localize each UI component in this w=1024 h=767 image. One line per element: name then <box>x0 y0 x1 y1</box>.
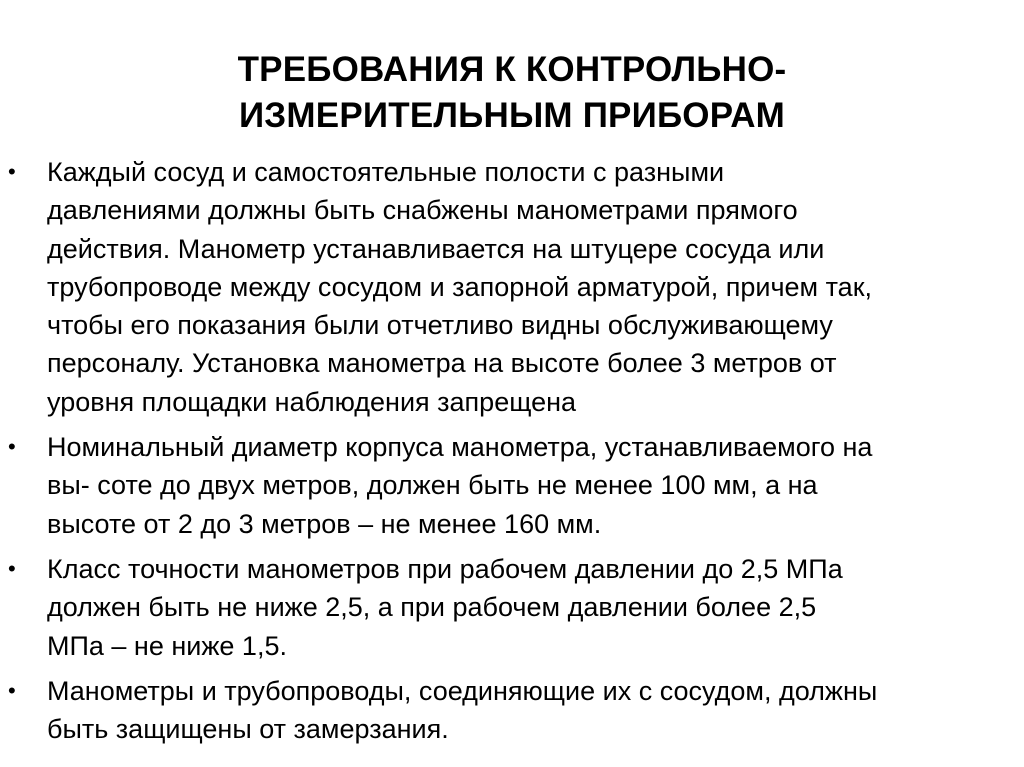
bullet-item-4 <box>0 672 1024 749</box>
text-line: персоналу. Установка манометра на высоте более 3 метров от <box>47 348 837 379</box>
bullet-list <box>0 153 1024 755</box>
text-line: Класс точности манометров при рабочем давлении до 2,5 МПа <box>47 553 843 584</box>
bullet-text <box>47 550 1014 665</box>
bullet-marker: • <box>8 159 16 184</box>
bullet-marker: • <box>8 677 16 703</box>
text-line: должен быть не ниже 2,5, а при рабочем давлении более 2,5 <box>47 592 817 623</box>
bullet-text <box>47 428 1014 543</box>
text-line: высоте от 2 до 3 метров – не менее 160 мм. <box>47 508 602 539</box>
bullet-item-3 <box>0 550 1024 665</box>
text-line: Каждый сосуд и самостоятельные полости с разными <box>47 157 725 187</box>
slide-title <box>0 47 1024 139</box>
text-line: уровня площадки наблюдения запрещена <box>47 386 577 417</box>
text-line: трубопроводе между сосудом и запорной арматурой, причем так, <box>47 271 873 302</box>
bullet-marker: • <box>8 434 16 460</box>
text-line: чтобы его показания были отчетливо видны обслуживающему <box>47 310 833 341</box>
bullet-text <box>47 672 1014 749</box>
bullet-item-2 <box>0 428 1024 543</box>
text-line: МПа – не ниже 1,5. <box>47 630 287 661</box>
title-line: ТРЕБОВАНИЯ К КОНТРОЛЬНО- <box>237 50 787 90</box>
text-line: вы- соте до двух метров, должен быть не менее 100 мм, а на <box>47 470 818 501</box>
title-line: ИЗМЕРИТЕЛЬНЫМ ПРИБОРАМ <box>238 96 786 136</box>
text-line: Номинальный диаметр корпуса манометра, устанавливаемого на <box>47 432 873 463</box>
bullet-marker: • <box>8 555 16 581</box>
text-line: Манометры и трубопроводы, соединяющие их с сосудом, должны <box>47 675 878 706</box>
bullet-item-1 <box>0 153 1024 421</box>
text-line: быть защищены от замерзания. <box>47 714 449 745</box>
text-line: давлениями должны быть снабжены манометрами прямого <box>47 195 798 226</box>
bullet-text <box>47 153 1014 421</box>
text-line: действия. Манометр устанавливается на штуцере сосуда или <box>47 233 825 264</box>
